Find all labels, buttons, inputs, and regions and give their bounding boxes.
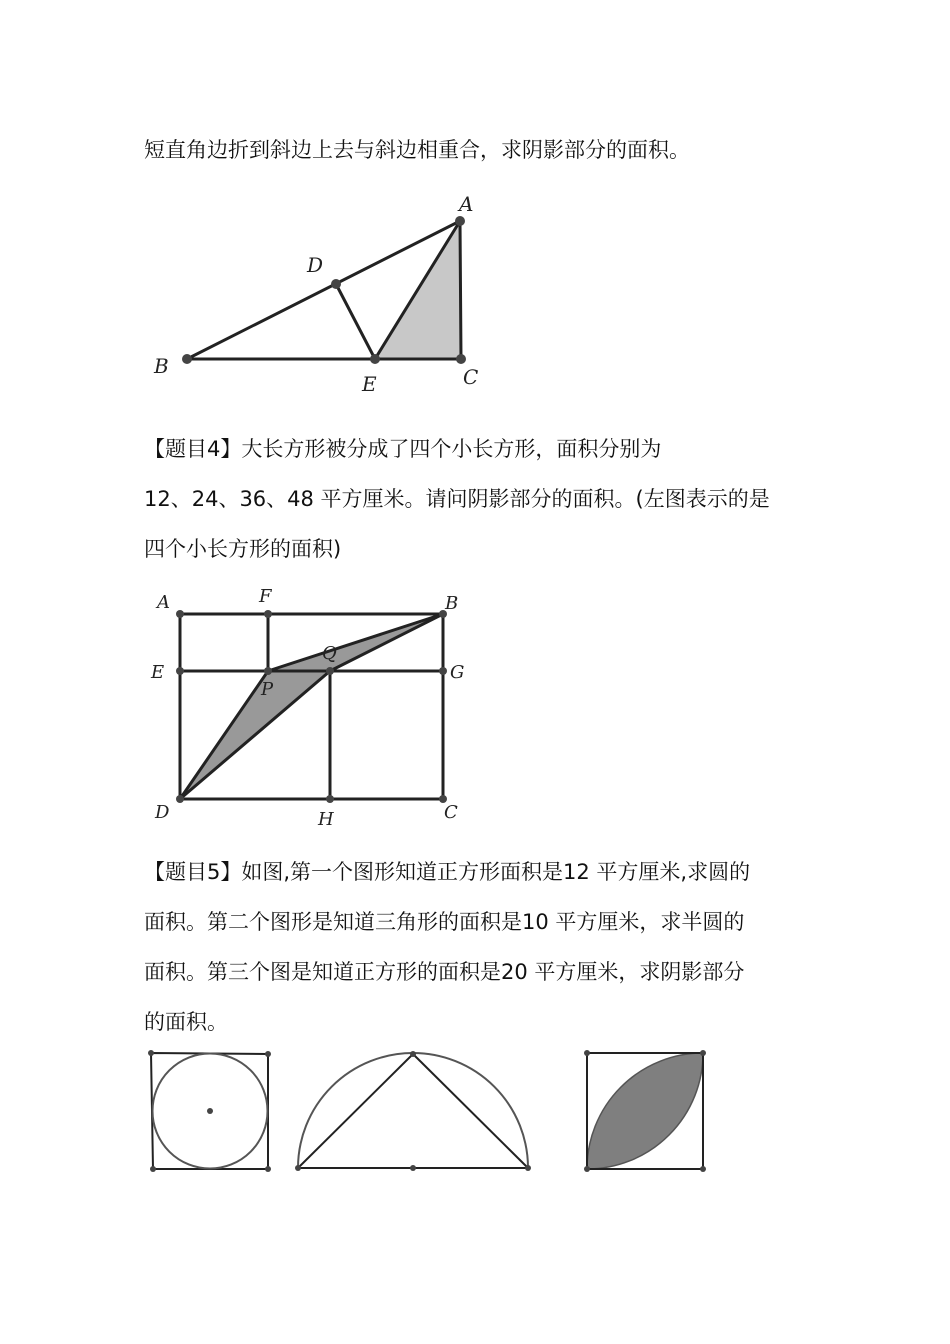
square-with-leaf [584,1050,706,1172]
question-5-line-2: 面积。第二个图形是知道三角形的面积是10 平方厘米，求半圆的 [144,910,745,934]
shaded-leaf [587,1053,703,1169]
semicircle-arc [298,1053,528,1168]
label-B: B [154,354,169,378]
square-with-circle [148,1050,271,1172]
question-5-line-1: 【题目5】如图,第一个图形知道正方形面积是12 平方厘米,求圆的 [144,860,751,884]
label-D: D [155,802,170,823]
semicircle-with-triangle [295,1051,531,1171]
circle-center [207,1108,213,1114]
label-A: A [157,592,170,613]
label-A: A [459,192,474,216]
label-Q: Q [322,643,337,664]
label-E: E [151,662,165,683]
label-G: G [450,662,465,683]
label-C: C [444,802,458,823]
label-P: P [261,679,274,700]
question-4-line-3: 四个小长方形的面积) [144,537,342,561]
semicircle-center [410,1165,416,1171]
triangle-side-right [413,1054,528,1168]
question-5-line-3: 面积。第三个图是知道正方形的面积是20 平方厘米，求阴影部分 [144,960,745,984]
label-B: B [445,593,459,614]
label-D: D [307,253,324,277]
question-4-line-2: 12、24、36、48 平方厘米。请问阴影部分的面积。(左图表示的是 [144,487,770,511]
question-5-line-4: 的面积。 [144,1010,228,1034]
label-F: F [259,586,272,607]
triangle-side-left [298,1054,413,1168]
label-E: E [362,372,377,396]
question-4-line-1: 【题目4】大长方形被分成了四个小长方形，面积分别为 [144,437,662,461]
label-H: H [318,809,334,830]
problem-text-line-1: 短直角边折到斜边上去与斜边相重合，求阴影部分的面积。 [144,138,690,162]
label-C: C [463,365,479,389]
